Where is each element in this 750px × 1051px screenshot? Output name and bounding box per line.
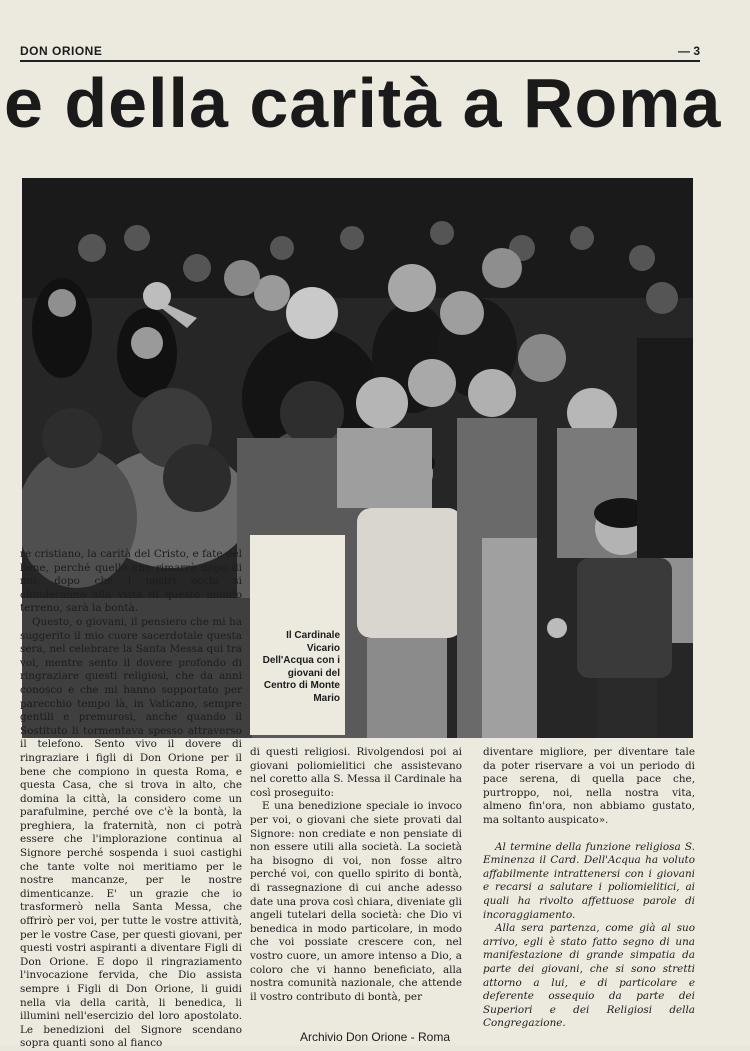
column3-paragraph-3: Alla sera partenza, come già al suo arrivo, egli è stato fatto segno di una manifestazione di grande simpatia da parte dei giovani, che si sono stretti attorno a lui, e di particolare e deferente ossequio da parte dei Superiori e dei Religiosi della Congregazione. [483, 922, 695, 1030]
text-column-1 [20, 548, 242, 1051]
column1-paragraph-2: Questo, o giovani, il pensiero che mi ha suggerito il mio cuore sacerdotale questa sera, nel celebrare la Santa Messa qui tra voi, mentre sento il dovere profondo di ringraziare questi religiosi, che da anni conosco e che mi hanno sopportato per parecchio tempo là, in Vaticano, sempre gentili e premurosi, anche quando il Sostituto li tormentava spesso attraverso il telefono. Sento vivo il dovere di ringraziare i figli di Don Orione per il bene che compiono in questa Roma, e questa Casa, che si trova in alto, che domina la città, la considero come un parafulmine, perché ove c'è la bontà, la preghiera, la fraternità, non ci potrà essere che l'implorazione continua al Signore perché sospenda i suoi castighi che tante volte noi meritiamo per le nostre mancanze, per le nostre dimenticanze. E' un grazie che io trasformerò nella Santa Messa, che offrirò per voi, per tutte le vostre attività, per le vostre Case, per questi giovani, per questi vostri aspiranti a diventare Figli di Don Orione. E dopo il ringraziamento l'invocazione fervida, che Dio assista sempre i Figli di Don Orione, li guidi nella via della carità, li benedica, li illumini nell'esercizio del loro apostolato. Le benedizioni del Signore scendano sopra quanti sono al fianco [20, 615, 242, 1050]
column3-paragraph-1: diventare migliore, per diventare tale da poter riservare a voi un periodo di pace serena, di quella pace che, purtroppo, noi, nella nostra vita, almeno fin'ora, non abbiamo gustato, ma soltanto auspicato». [483, 746, 695, 826]
text-column-3 [483, 746, 695, 1031]
page-number: — 3 [677, 44, 700, 58]
archive-footer: Archivio Don Orione - Roma [299, 1030, 451, 1044]
text-column-2 [250, 746, 462, 1004]
header-rule [20, 60, 700, 62]
paragraph-gap [483, 828, 695, 841]
photo-caption: Il Cardinale Vicario Dell'Acqua con i giovani del Centro di Monte Mario [262, 630, 340, 704]
column2-paragraph-1: di questi religiosi. Rivolgendosi poi ai giovani poliomielitici che assistevano nel coretto alla S. Messa il Cardinale ha così proseguito: [250, 746, 462, 799]
column3-paragraph-2: Al termine della funzione religiosa S. Eminenza il Card. Dell'Acqua ha voluto affabilmente intrattenersi con i giovani e recarsi a salutare i poliomielitici, ai quali ha rivolto affettuose parole di incoraggiamento. [483, 840, 695, 921]
column1-paragraph-1: re cristiano, la carità del Cristo, e fate del bene, perché quello che rimarrà dopo di noi, dopo che i nostri occhi si chiuderanno alla vista di questo mondo terreno, sarà la bontà. [20, 548, 242, 615]
article-headline: e della carità a Roma [4, 64, 722, 142]
magazine-name: DON ORIONE [20, 44, 103, 58]
column2-paragraph-2: E una benedizione speciale io invoco per voi, o giovani che siete provati dal Signore: non crediate e non pensiate di non essere utili alla società. La società ha bisogno di voi, non fosse altro perché voi, con quello spirito di bontà, di rassegnazione di cui anche adesso date una prova così chiara, diveniate gli angeli tutelari della società: che Dio vi benedica in modo particolare, in modo che voi possiate crescere con, nel vostro cuore, un amore intenso a Dio, a coloro che vi hanno beneficiato, alla nostra comunità nazionale, che attende il vostro contributo di bontà, per [250, 800, 462, 1003]
